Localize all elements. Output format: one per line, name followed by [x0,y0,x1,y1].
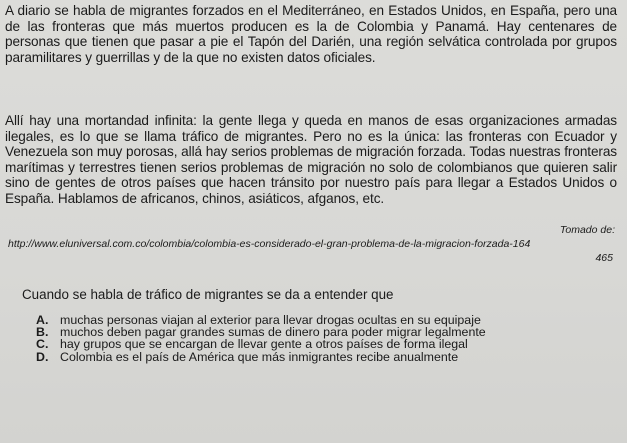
option-letter: C. [36,337,49,352]
option-text: muchos deben pagar grandes sumas de dinero para poder migrar legalmente [60,325,486,340]
source-url: http://www.eluniversal.com.co/colombia/colombia-es-considerado-el-gran-problema-de-la-migracion-forzada-164 [8,238,531,250]
option-letter: D. [36,349,49,364]
passage-paragraph-2: Allí hay una mortandad infinita: la gente llega y queda en manos de esas organizaciones armadas ilegales, es lo que se llama tráfico de migrantes. Pero no es la única: las fronteras con Ecuador y Venezuela son muy porosas, allá hay serios problemas de migración forzada. Todas nuestras fronteras marítimas y terrestres tienen serios problemas de migración no solo de colombianos que quieren salir sino de gentes de otros países que hacen tránsito por nuestro país para llegar a Estados Unidos o España. Hablamos de africanos, chinos, asiáticos, afganos, etc. [5,113,617,206]
option-letter: B. [36,325,49,340]
answer-options [22,314,582,363]
source-page-number: 465 [595,252,613,264]
question-prompt: Cuando se habla de tráfico de migrantes se da a entender que [22,287,394,302]
option-text: muchas personas viajan al exterior para llevar drogas ocultas en su equipaje [60,313,481,327]
passage-paragraph-1: A diario se habla de migrantes forzados en el Mediterráneo, en Estados Unidos, en España, pero una de las fronteras que más muertos producen es la de Colombia y Panamá. Hay centenares de personas que tienen que pasar a pie el Tapón del Darién, una región selvática controlada por grupos paramilitares y guerrillas y de la que no existen datos oficiales. [5,3,617,65]
option-text: hay grupos que se encargan de llevar gente a otros países de forma ilegal [60,337,468,352]
option-letter: A. [36,313,49,327]
option-d[interactable] [22,351,582,363]
option-text: Colombia es el país de América que más inmigrantes recibe anualmente [60,349,459,364]
source-label: Tomado de: [559,224,615,236]
option-c[interactable] [22,338,582,350]
